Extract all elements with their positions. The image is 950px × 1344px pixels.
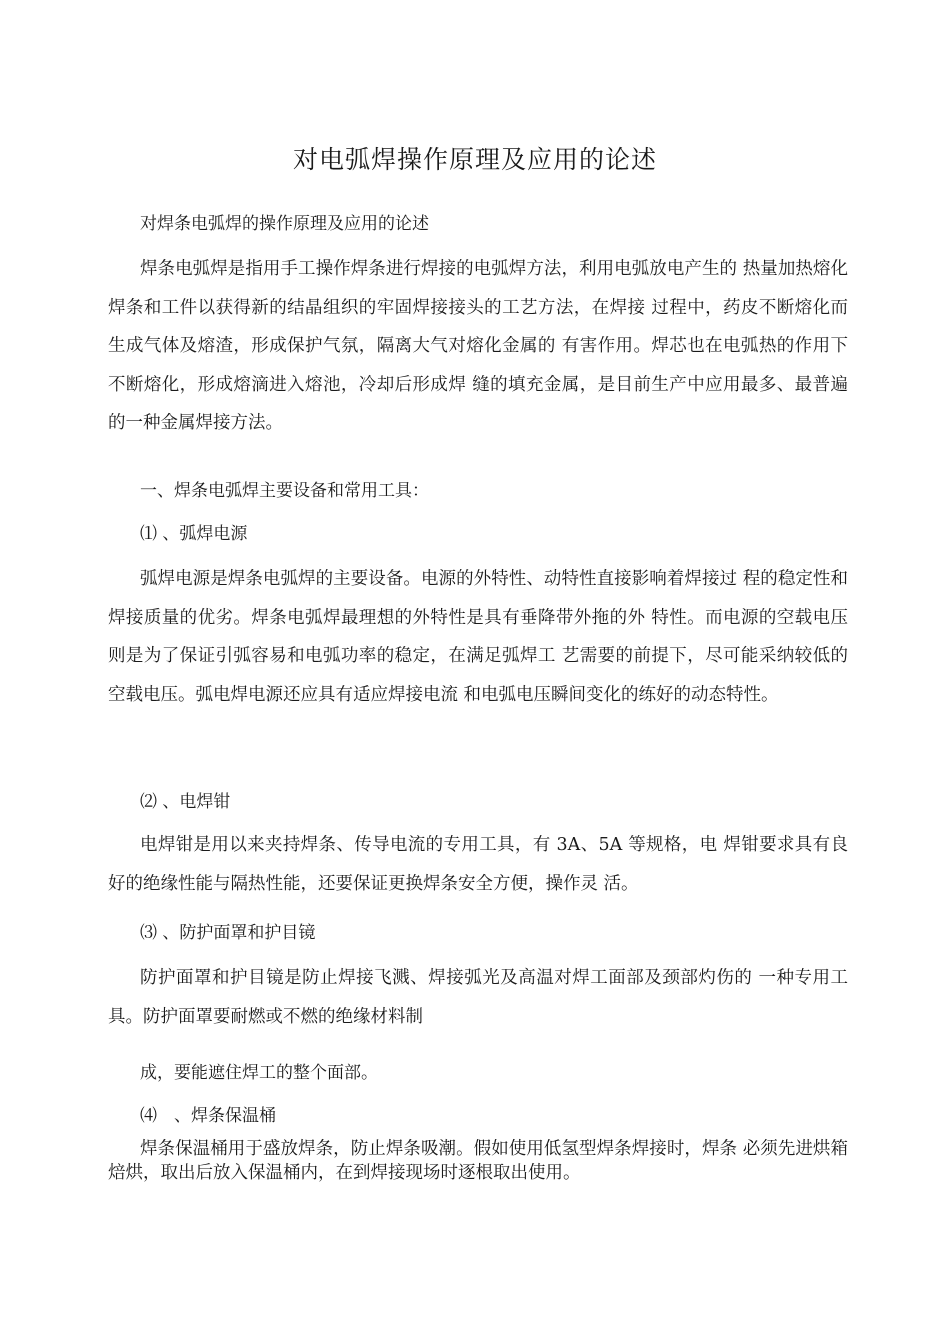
document-subtitle: 对焊条电弧焊的操作原理及应用的论述 <box>140 214 429 234</box>
item4-heading: ⑷ 、焊条保温桶 <box>140 1106 276 1126</box>
item1-heading: ⑴ 、弧焊电源 <box>140 524 248 544</box>
section1-heading: 一、焊条电弧焊主要设备和常用工具： <box>140 481 429 501</box>
item2-heading: ⑵ 、电焊钳 <box>140 792 231 812</box>
item1-paragraph: 弧焊电源是焊条电弧焊的主要设备。电源的外特性、动特性直接影响着焊接过 程的稳定性和焊接质量的优劣。焊条电弧焊最理想的外特性是具有垂降带外拖的外 特性。而电源的空载电压则是为了保证引弧容易和电弧功率的稳定，在满足弧焊工 艺需要的前提下，尽可能采纳较低的空载电压。弧电焊电源还应具有适应焊接电流 和电弧电压瞬间变化的练好的动态特性。 <box>108 569 848 705</box>
document-title: 对电弧焊操作原理及应用的论述 <box>292 145 657 174</box>
item4-paragraph: 焊条保温桶用于盛放焊条，防止焊条吸潮。假如使用低氢型焊条焊接时，焊条 必须先进烘箱焙烘，取出后放入保温桶内，在到焊接现场时逐根取出使用。 <box>108 1139 848 1183</box>
item3-heading: ⑶ 、防护面罩和护目镜 <box>140 923 316 943</box>
item3-paragraph-continued: 成，要能遮住焊工的整个面部。 <box>140 1063 378 1083</box>
item2-paragraph: 电焊钳是用以来夹持焊条、传导电流的专用工具，有 3A、5A 等规格，电 焊钳要求具有良好的绝缘性能与隔热性能，还要保证更换焊条安全方便，操作灵 活。 <box>108 835 848 894</box>
item3-paragraph: 防护面罩和护目镜是防止焊接飞溅、焊接弧光及高温对焊工面部及颈部灼伤的 一种专用工具。防护面罩要耐燃或不燃的绝缘材料制 <box>108 968 848 1027</box>
intro-paragraph: 焊条电弧焊是指用手工操作焊条进行焊接的电弧焊方法，利用电弧放电产生的 热量加热熔化焊条和工件以获得新的结晶组织的牢固焊接接头的工艺方法，在焊接 过程中，药皮不断熔化而生成气体及熔渣，形成保护气氛，隔离大气对熔化金属的 有害作用。焊芯也在电弧热的作用下不断熔化，形成熔滴进入熔池，冷却后形成焊 缝的填充金属，是目前生产中应用最多、最普遍的一种金属焊接方法。 <box>108 259 848 433</box>
